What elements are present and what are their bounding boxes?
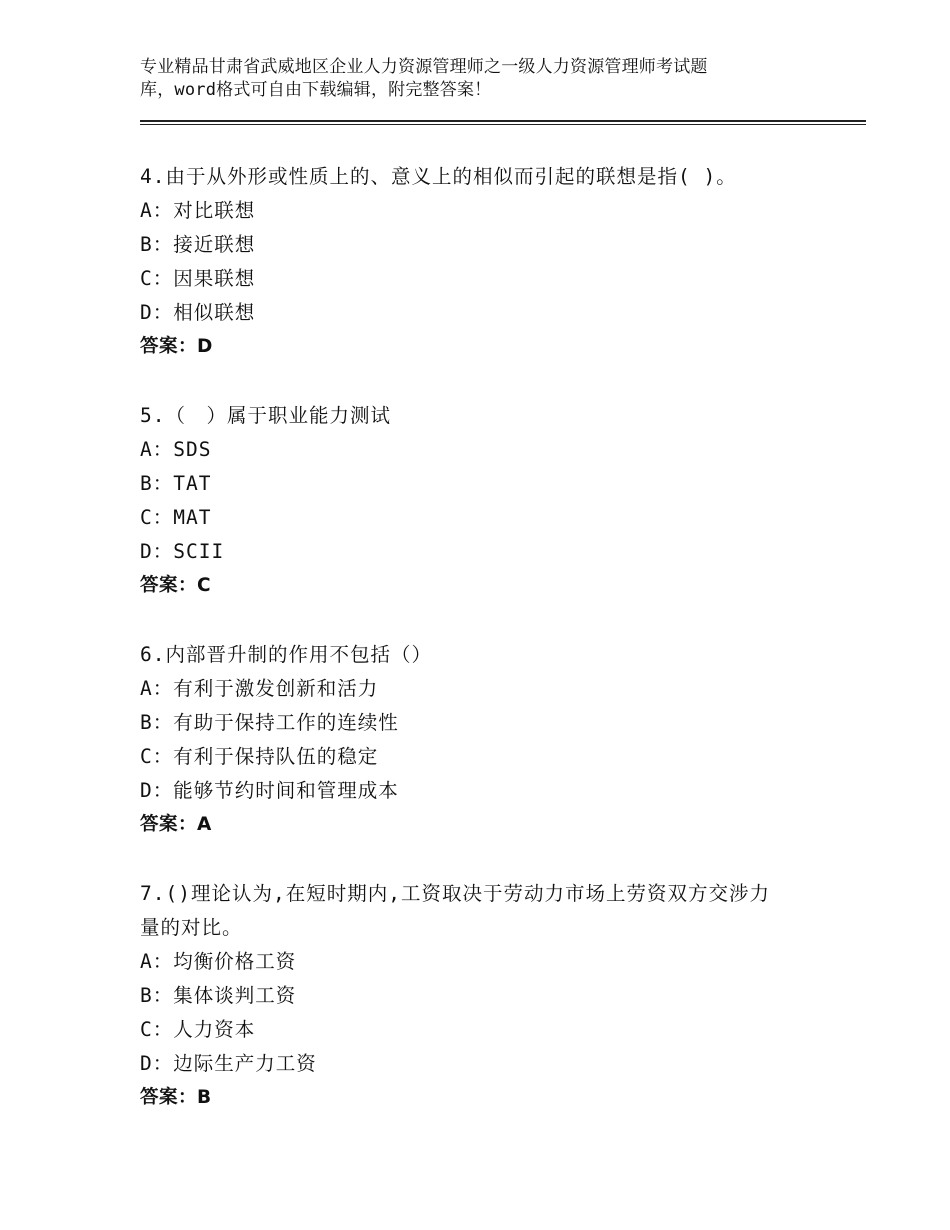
- option-c: C：有利于保持队伍的稳定: [140, 745, 379, 768]
- option-d: D：相似联想: [140, 301, 256, 324]
- header-divider: [140, 120, 866, 126]
- answer-label: 答案：: [140, 814, 198, 835]
- answer-label: 答案：: [140, 1087, 198, 1108]
- question-stem: 5.（ ）属于职业能力测试: [140, 404, 391, 427]
- option-b: B：集体谈判工资: [140, 984, 297, 1007]
- answer-value: D: [197, 336, 213, 357]
- question-7: [140, 877, 810, 1115]
- option-b: B：TAT: [140, 472, 212, 495]
- option-a: A：对比联想: [140, 199, 256, 222]
- option-c: C：因果联想: [140, 267, 256, 290]
- option-d: D：边际生产力工资: [140, 1052, 317, 1075]
- answer-value: B: [197, 1087, 212, 1108]
- document-header: [140, 56, 790, 102]
- question-stem-line-1: 7.()理论认为,在短时期内,工资取决于劳动力市场上劳资双方交涉力: [140, 882, 770, 905]
- question-4: [140, 160, 810, 364]
- option-c: C：MAT: [140, 506, 212, 529]
- option-a: A：均衡价格工资: [140, 950, 297, 973]
- option-d: D：能够节约时间和管理成本: [140, 779, 399, 802]
- option-c: C：人力资本: [140, 1018, 256, 1041]
- option-a: A：SDS: [140, 438, 212, 461]
- question-stem: 4.由于从外形或性质上的、意义上的相似而引起的联想是指( )。: [140, 165, 737, 188]
- answer-label: 答案：: [140, 336, 198, 357]
- answer-line: [140, 330, 810, 364]
- question-5: [140, 399, 810, 603]
- header-title-line-2: 库，word格式可自由下载编辑，附完整答案！: [140, 80, 492, 100]
- header-title-line-1: 专业精品甘肃省武威地区企业人力资源管理师之一级人力资源管理师考试题: [140, 57, 708, 77]
- question-stem-line-2: 量的对比。: [140, 916, 243, 939]
- answer-value: A: [197, 814, 212, 835]
- question-stem: 6.内部晋升制的作用不包括（）: [140, 643, 432, 666]
- answer-line: [140, 569, 810, 603]
- option-b: B：接近联想: [140, 233, 256, 256]
- option-d: D：SCII: [140, 540, 225, 563]
- header-divider-thin: [140, 124, 866, 125]
- answer-line: [140, 808, 810, 842]
- option-b: B：有助于保持工作的连续性: [140, 711, 399, 734]
- option-a: A：有利于激发创新和活力: [140, 677, 379, 700]
- answer-label: 答案：: [140, 575, 198, 596]
- question-6: [140, 638, 810, 842]
- answer-value: C: [197, 575, 212, 596]
- header-divider-thick: [140, 120, 866, 122]
- answer-line: [140, 1081, 810, 1115]
